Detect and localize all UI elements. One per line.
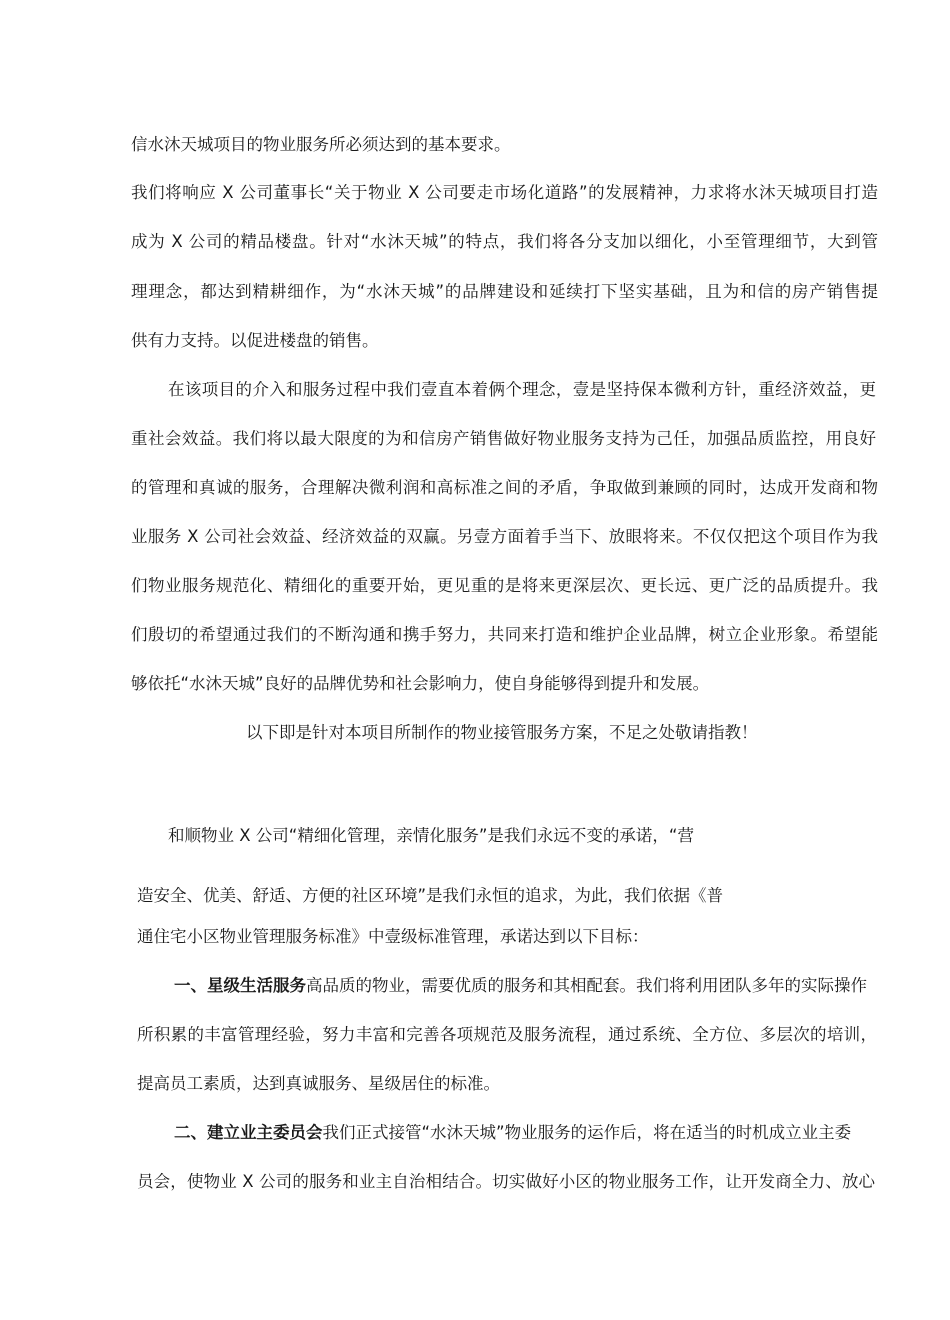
- item1-heading: 一、星级生活服务: [174, 976, 306, 995]
- para2-line-7: 够依托“水沐天城”良好的品牌优势和社会影响力，使自身能够得到提升和发展。: [131, 674, 710, 693]
- item1-line-2: 所积累的丰富管理经验，努力丰富和完善各项规范及服务流程，通过系统、全方位、多层次的培训，: [137, 1025, 877, 1044]
- commitment-line-3: 通住宅小区物业管理服务标准》中壹级标准管理，承诺达到以下目标：: [137, 927, 649, 946]
- item2-first-line: [174, 1122, 851, 1144]
- item2-text-first: 我们正式接管“水沐天城”物业服务的运作后，将在适当的时机成立业主委: [322, 1123, 852, 1142]
- item1-line-3: 提高员工素质，达到真诚服务、星级居住的标准。: [137, 1074, 500, 1093]
- item2-heading: 二、建立业主委员会: [174, 1123, 323, 1142]
- para1-line-4: 供有力支持。以促进楼盘的销售。: [131, 331, 379, 350]
- intro-tail-line: 信水沐天城项目的物业服务所必须达到的基本要求。: [131, 135, 511, 154]
- para2-line-4: 业服务 X 公司社会效益、经济效益的双赢。另壹方面着手当下、放眼将来。不仅仅把这个项目作为我: [131, 527, 878, 546]
- item1-text-first: 高品质的物业，需要优质的服务和其相配套。我们将利用团队多年的实际操作: [306, 976, 867, 995]
- para1-line-2: 成为 X 公司的精品楼盘。针对“水沐天城”的特点，我们将各分支加以细化，小至管理细节，大到管: [131, 232, 878, 251]
- item2-line-2: 员会，使物业 X 公司的服务和业主自治相结合。切实做好小区的物业服务工作，让开发商全力、放心: [137, 1172, 875, 1191]
- para2-line-6: 们殷切的希望通过我们的不断沟通和携手努力，共同来打造和维护企业品牌，树立企业形象。希望能: [131, 625, 878, 644]
- para2-line-3: 的管理和真诚的服务，合理解决微利润和高标准之间的矛盾，争取做到兼顾的同时，达成开发商和物: [131, 478, 878, 497]
- closing-line: 以下即是针对本项目所制作的物业接管服务方案，不足之处敬请指教！: [246, 723, 758, 742]
- item1-first-line: [174, 975, 867, 997]
- para2-line-2: 重社会效益。我们将以最大限度的为和信房产销售做好物业服务支持为己任，加强品质监控，用良好: [131, 429, 876, 448]
- para2-line-5: 们物业服务规范化、精细化的重要开始，更见重的是将来更深层次、更长远、更广泛的品质提升。我: [131, 576, 878, 595]
- para2-line-1: 在该项目的介入和服务过程中我们壹直本着俩个理念，壹是坚持保本微利方针，重经济效益，更: [168, 380, 876, 399]
- para1-line-3: 理理念，都达到精耕细作，为“水沐天城”的品牌建设和延续打下坚实基础，且为和信的房产销售提: [131, 282, 878, 301]
- para1-line-1: 我们将响应 X 公司董事长“关于物业 X 公司要走市场化道路”的发展精神，力求将水沐天城项目打造: [131, 183, 878, 202]
- commitment-line-2: 造安全、优美、舒适、方便的社区环境”是我们永恒的追求，为此，我们依据《普: [137, 886, 724, 905]
- commitment-line-1: 和顺物业 X 公司“精细化管理，亲情化服务”是我们永远不变的承诺，“营: [168, 826, 694, 845]
